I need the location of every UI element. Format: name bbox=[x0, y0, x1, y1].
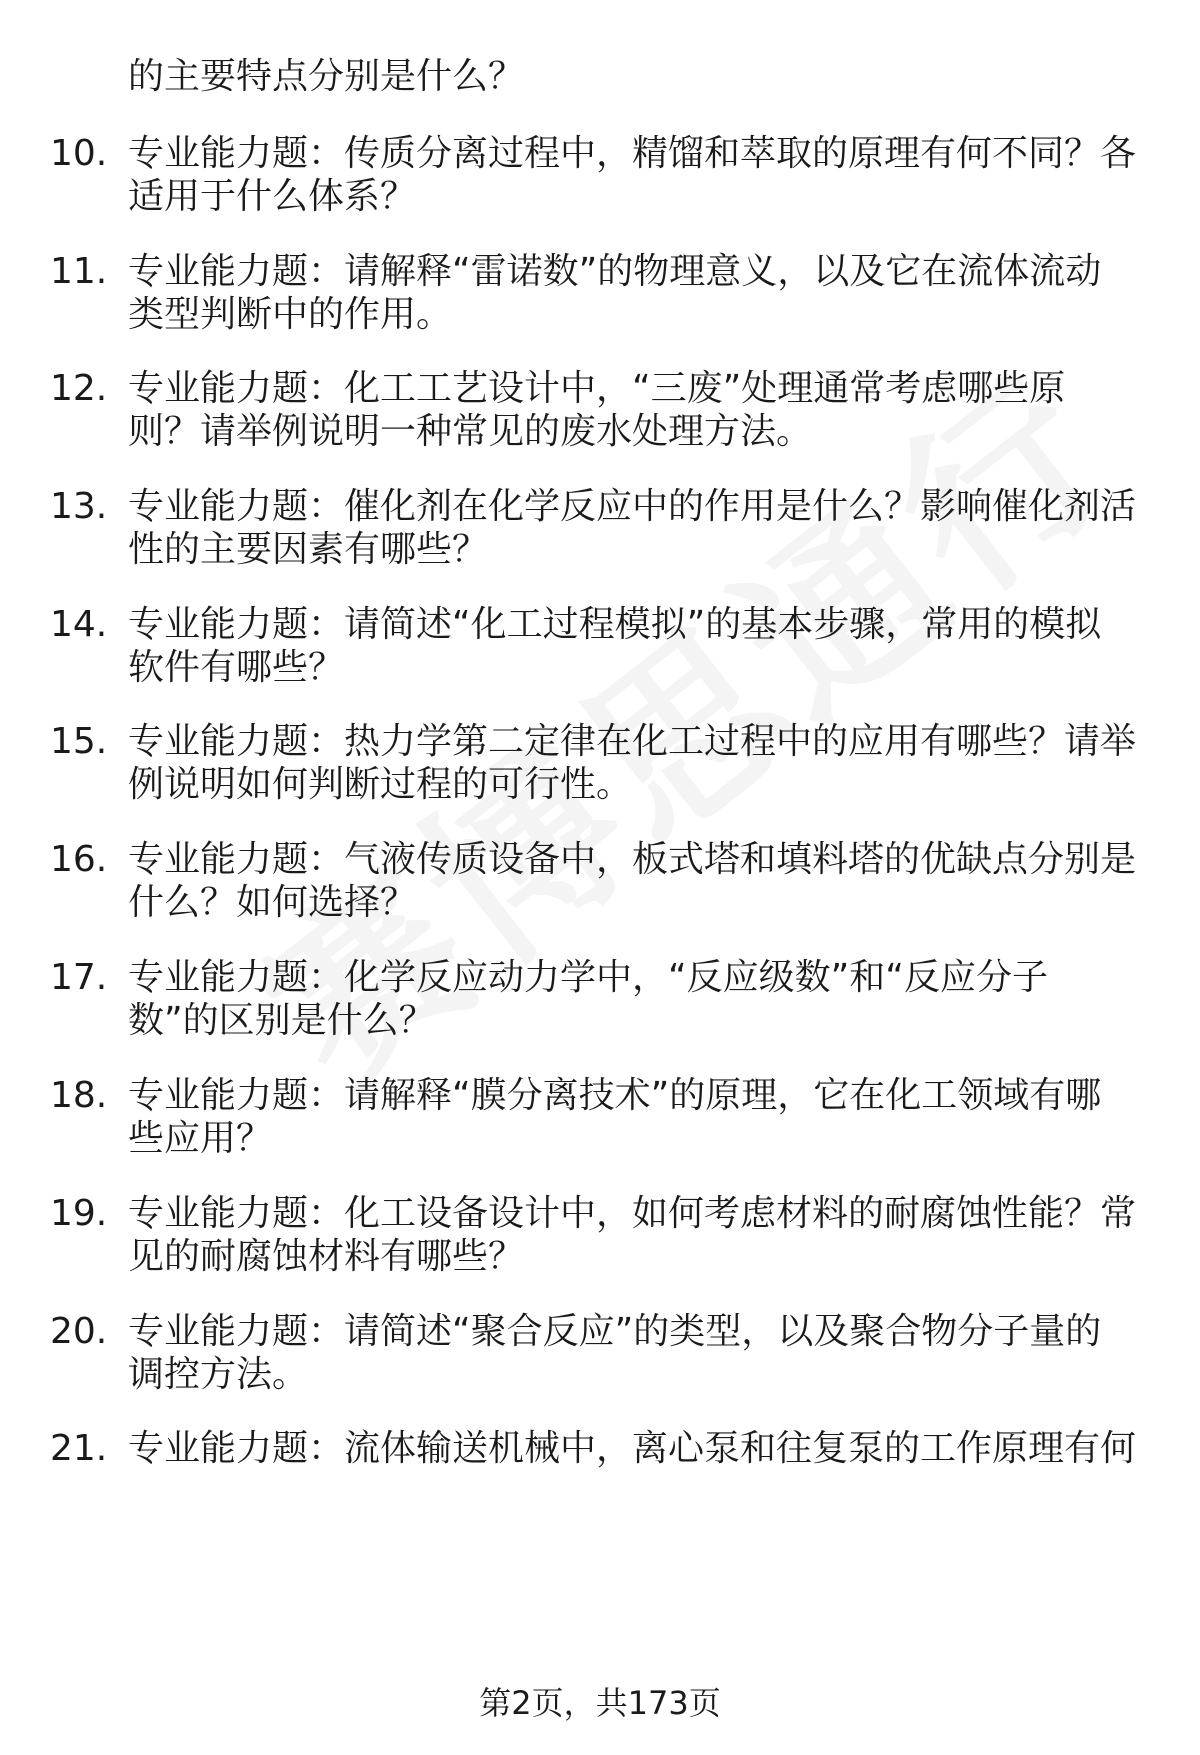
question-number: 20. bbox=[50, 1311, 108, 1352]
question-text-line1: 专业能力题：请解释“雷诺数”的物理意义，以及它在流体流动 bbox=[128, 251, 1102, 292]
question-number: 13. bbox=[50, 486, 108, 527]
question-text-line1: 专业能力题：请解释“膜分离技术”的原理，它在化工领域有哪 bbox=[128, 1075, 1102, 1116]
continuation-text: 的主要特点分别是什么？ bbox=[128, 56, 525, 97]
question-text-line2: 调控方法。 bbox=[128, 1354, 309, 1395]
question-text-line2: 什么？如何选择？ bbox=[128, 882, 417, 923]
question-text-line1: 专业能力题：热力学第二定律在化工过程中的应用有哪些？请举 bbox=[128, 721, 1137, 762]
question-text-line2: 性的主要因素有哪些？ bbox=[128, 529, 489, 570]
question-text-line2: 软件有哪些？ bbox=[128, 647, 345, 688]
question-text-line1: 专业能力题：请简述“聚合反应”的类型，以及聚合物分子量的 bbox=[128, 1311, 1102, 1352]
question-number: 19. bbox=[50, 1193, 108, 1234]
question-number: 16. bbox=[50, 839, 108, 880]
question-number: 15. bbox=[50, 721, 108, 762]
question-text-line2: 例说明如何判断过程的可行性。 bbox=[128, 764, 633, 805]
question-number: 12. bbox=[50, 368, 108, 409]
page-footer: 第2页，共173页 bbox=[479, 1684, 721, 1722]
question-text-line1: 专业能力题：化学反应动力学中，“反应级数”和“反应分子 bbox=[128, 957, 1048, 998]
question-text-line2: 适用于什么体系？ bbox=[128, 176, 417, 217]
question-text-line1: 专业能力题：请简述“化工过程模拟”的基本步骤，常用的模拟 bbox=[128, 604, 1102, 645]
question-text-line1: 专业能力题：化工工艺设计中，“三废”处理通常考虑哪些原 bbox=[128, 368, 1066, 409]
question-text-line1: 专业能力题：气液传质设备中，板式塔和填料塔的优缺点分别是 bbox=[128, 839, 1137, 880]
question-number: 11. bbox=[50, 251, 108, 292]
question-text-line1: 专业能力题：传质分离过程中，精馏和萃取的原理有何不同？各 bbox=[128, 133, 1137, 174]
question-text-line1: 专业能力题：流体输送机械中，离心泵和往复泵的工作原理有何 bbox=[128, 1428, 1137, 1469]
question-text-line2: 见的耐腐蚀材料有哪些？ bbox=[128, 1236, 525, 1277]
question-number: 14. bbox=[50, 604, 108, 645]
question-number: 17. bbox=[50, 957, 108, 998]
question-number: 10. bbox=[50, 133, 108, 174]
question-text-line2: 类型判断中的作用。 bbox=[128, 294, 453, 335]
question-number: 21. bbox=[50, 1428, 108, 1469]
question-number: 18. bbox=[50, 1075, 108, 1116]
question-text-line2: 则？请举例说明一种常见的废水处理方法。 bbox=[128, 411, 813, 452]
question-text-line2: 些应用？ bbox=[128, 1118, 273, 1159]
question-text-line2: 数”的区别是什么？ bbox=[128, 1000, 435, 1041]
question-text-line1: 专业能力题：化工设备设计中，如何考虑材料的耐腐蚀性能？常 bbox=[128, 1193, 1137, 1234]
question-text-line1: 专业能力题：催化剂在化学反应中的作用是什么？影响催化剂活 bbox=[128, 486, 1137, 527]
